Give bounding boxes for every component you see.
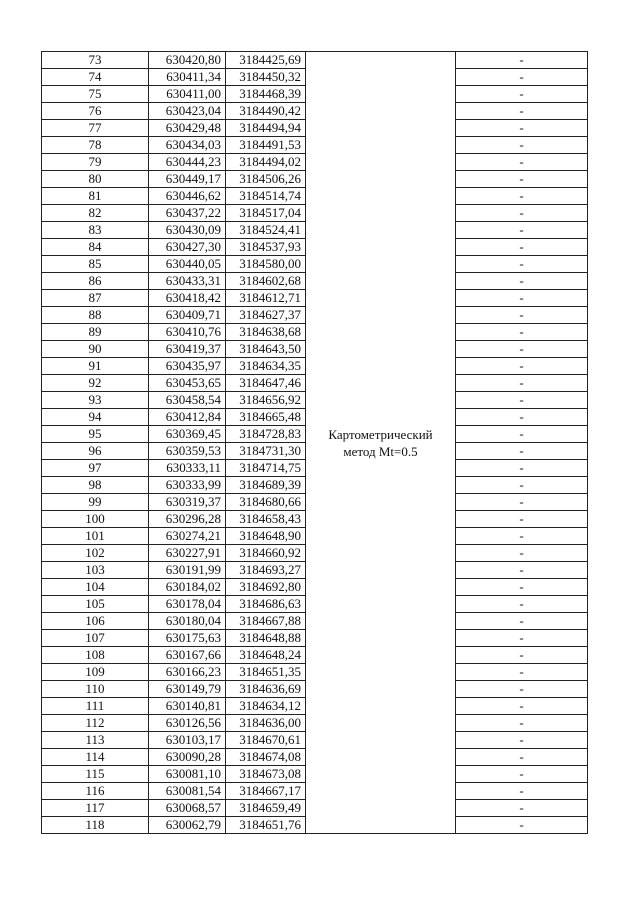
- point-number-cell: 88: [42, 307, 149, 324]
- x-coordinate-cell: 630449,17: [149, 171, 226, 188]
- y-coordinate-cell: 3184468,39: [226, 86, 306, 103]
- y-coordinate-cell: 3184674,08: [226, 749, 306, 766]
- extra-value-cell: -: [456, 715, 588, 732]
- extra-value-cell: -: [456, 783, 588, 800]
- point-number-cell: 91: [42, 358, 149, 375]
- point-number-cell: 78: [42, 137, 149, 154]
- point-number-cell: 103: [42, 562, 149, 579]
- extra-value-cell: -: [456, 120, 588, 137]
- extra-value-cell: -: [456, 103, 588, 120]
- y-coordinate-cell: 3184634,35: [226, 358, 306, 375]
- extra-value-cell: -: [456, 596, 588, 613]
- y-coordinate-cell: 3184693,27: [226, 562, 306, 579]
- extra-value-cell: -: [456, 528, 588, 545]
- y-coordinate-cell: 3184660,92: [226, 545, 306, 562]
- extra-value-cell: -: [456, 698, 588, 715]
- x-coordinate-cell: 630184,02: [149, 579, 226, 596]
- y-coordinate-cell: 3184524,41: [226, 222, 306, 239]
- point-number-cell: 92: [42, 375, 149, 392]
- y-coordinate-cell: 3184648,90: [226, 528, 306, 545]
- x-coordinate-cell: 630437,22: [149, 205, 226, 222]
- extra-value-cell: -: [456, 477, 588, 494]
- y-coordinate-cell: 3184636,69: [226, 681, 306, 698]
- point-number-cell: 90: [42, 341, 149, 358]
- extra-value-cell: -: [456, 239, 588, 256]
- x-coordinate-cell: 630175,63: [149, 630, 226, 647]
- y-coordinate-cell: 3184728,83: [226, 426, 306, 443]
- y-coordinate-cell: 3184670,61: [226, 732, 306, 749]
- extra-value-cell: -: [456, 392, 588, 409]
- y-coordinate-cell: 3184692,80: [226, 579, 306, 596]
- y-coordinate-cell: 3184686,63: [226, 596, 306, 613]
- y-coordinate-cell: 3184680,66: [226, 494, 306, 511]
- y-coordinate-cell: 3184450,32: [226, 69, 306, 86]
- point-number-cell: 111: [42, 698, 149, 715]
- x-coordinate-cell: 630411,34: [149, 69, 226, 86]
- point-number-cell: 117: [42, 800, 149, 817]
- x-coordinate-cell: 630444,23: [149, 154, 226, 171]
- y-coordinate-cell: 3184658,43: [226, 511, 306, 528]
- y-coordinate-cell: 3184689,39: [226, 477, 306, 494]
- extra-value-cell: -: [456, 494, 588, 511]
- y-coordinate-cell: 3184612,71: [226, 290, 306, 307]
- y-coordinate-cell: 3184648,24: [226, 647, 306, 664]
- x-coordinate-cell: 630409,71: [149, 307, 226, 324]
- extra-value-cell: -: [456, 749, 588, 766]
- y-coordinate-cell: 3184514,74: [226, 188, 306, 205]
- x-coordinate-cell: 630149,79: [149, 681, 226, 698]
- point-number-cell: 116: [42, 783, 149, 800]
- x-coordinate-cell: 630319,37: [149, 494, 226, 511]
- x-coordinate-cell: 630410,76: [149, 324, 226, 341]
- point-number-cell: 114: [42, 749, 149, 766]
- point-number-cell: 82: [42, 205, 149, 222]
- extra-value-cell: -: [456, 647, 588, 664]
- y-coordinate-cell: 3184636,00: [226, 715, 306, 732]
- point-number-cell: 99: [42, 494, 149, 511]
- point-number-cell: 94: [42, 409, 149, 426]
- x-coordinate-cell: 630062,79: [149, 817, 226, 834]
- extra-value-cell: -: [456, 86, 588, 103]
- x-coordinate-cell: 630411,00: [149, 86, 226, 103]
- x-coordinate-cell: 630126,56: [149, 715, 226, 732]
- extra-value-cell: -: [456, 69, 588, 86]
- x-coordinate-cell: 630435,97: [149, 358, 226, 375]
- point-number-cell: 118: [42, 817, 149, 834]
- point-number-cell: 97: [42, 460, 149, 477]
- y-coordinate-cell: 3184665,48: [226, 409, 306, 426]
- y-coordinate-cell: 3184673,08: [226, 766, 306, 783]
- method-cell: [306, 52, 456, 834]
- y-coordinate-cell: 3184517,04: [226, 205, 306, 222]
- extra-value-cell: -: [456, 52, 588, 69]
- y-coordinate-cell: 3184602,68: [226, 273, 306, 290]
- x-coordinate-cell: 630369,45: [149, 426, 226, 443]
- point-number-cell: 98: [42, 477, 149, 494]
- y-coordinate-cell: 3184714,75: [226, 460, 306, 477]
- extra-value-cell: -: [456, 205, 588, 222]
- x-coordinate-cell: 630178,04: [149, 596, 226, 613]
- x-coordinate-cell: 630140,81: [149, 698, 226, 715]
- x-coordinate-cell: 630429,48: [149, 120, 226, 137]
- x-coordinate-cell: 630446,62: [149, 188, 226, 205]
- extra-value-cell: -: [456, 307, 588, 324]
- x-coordinate-cell: 630418,42: [149, 290, 226, 307]
- x-coordinate-cell: 630227,91: [149, 545, 226, 562]
- extra-value-cell: -: [456, 613, 588, 630]
- extra-value-cell: -: [456, 681, 588, 698]
- x-coordinate-cell: 630333,11: [149, 460, 226, 477]
- extra-value-cell: -: [456, 375, 588, 392]
- point-number-cell: 110: [42, 681, 149, 698]
- extra-value-cell: -: [456, 562, 588, 579]
- y-coordinate-cell: 3184490,42: [226, 103, 306, 120]
- y-coordinate-cell: 3184506,26: [226, 171, 306, 188]
- y-coordinate-cell: 3184425,69: [226, 52, 306, 69]
- point-number-cell: 93: [42, 392, 149, 409]
- y-coordinate-cell: 3184494,02: [226, 154, 306, 171]
- x-coordinate-cell: 630359,53: [149, 443, 226, 460]
- point-number-cell: 100: [42, 511, 149, 528]
- x-coordinate-cell: 630081,54: [149, 783, 226, 800]
- y-coordinate-cell: 3184667,88: [226, 613, 306, 630]
- y-coordinate-cell: 3184647,46: [226, 375, 306, 392]
- extra-value-cell: -: [456, 290, 588, 307]
- extra-value-cell: -: [456, 137, 588, 154]
- point-number-cell: 76: [42, 103, 149, 120]
- extra-value-cell: -: [456, 409, 588, 426]
- y-coordinate-cell: 3184648,88: [226, 630, 306, 647]
- point-number-cell: 84: [42, 239, 149, 256]
- x-coordinate-cell: 630167,66: [149, 647, 226, 664]
- point-number-cell: 77: [42, 120, 149, 137]
- method-label-line2: метод Mt=0.5: [343, 443, 418, 459]
- x-coordinate-cell: 630412,84: [149, 409, 226, 426]
- point-number-cell: 73: [42, 52, 149, 69]
- point-number-cell: 108: [42, 647, 149, 664]
- extra-value-cell: -: [456, 460, 588, 477]
- x-coordinate-cell: 630458,54: [149, 392, 226, 409]
- point-number-cell: 75: [42, 86, 149, 103]
- extra-value-cell: -: [456, 664, 588, 681]
- extra-value-cell: -: [456, 222, 588, 239]
- extra-value-cell: -: [456, 443, 588, 460]
- y-coordinate-cell: 3184659,49: [226, 800, 306, 817]
- x-coordinate-cell: 630420,80: [149, 52, 226, 69]
- point-number-cell: 83: [42, 222, 149, 239]
- x-coordinate-cell: 630430,09: [149, 222, 226, 239]
- extra-value-cell: -: [456, 766, 588, 783]
- x-coordinate-cell: 630434,03: [149, 137, 226, 154]
- point-number-cell: 86: [42, 273, 149, 290]
- extra-value-cell: -: [456, 341, 588, 358]
- extra-value-cell: -: [456, 545, 588, 562]
- y-coordinate-cell: 3184638,68: [226, 324, 306, 341]
- x-coordinate-cell: 630274,21: [149, 528, 226, 545]
- point-number-cell: 79: [42, 154, 149, 171]
- x-coordinate-cell: 630166,23: [149, 664, 226, 681]
- point-number-cell: 95: [42, 426, 149, 443]
- x-coordinate-cell: 630081,10: [149, 766, 226, 783]
- x-coordinate-cell: 630453,65: [149, 375, 226, 392]
- y-coordinate-cell: 3184491,53: [226, 137, 306, 154]
- x-coordinate-cell: 630419,37: [149, 341, 226, 358]
- extra-value-cell: -: [456, 358, 588, 375]
- y-coordinate-cell: 3184627,37: [226, 307, 306, 324]
- extra-value-cell: -: [456, 426, 588, 443]
- x-coordinate-cell: 630191,99: [149, 562, 226, 579]
- y-coordinate-cell: 3184537,93: [226, 239, 306, 256]
- point-number-cell: 113: [42, 732, 149, 749]
- x-coordinate-cell: 630423,04: [149, 103, 226, 120]
- point-number-cell: 102: [42, 545, 149, 562]
- x-coordinate-cell: 630440,05: [149, 256, 226, 273]
- point-number-cell: 101: [42, 528, 149, 545]
- point-number-cell: 74: [42, 69, 149, 86]
- coordinates-table: [41, 51, 588, 834]
- extra-value-cell: -: [456, 188, 588, 205]
- y-coordinate-cell: 3184667,17: [226, 783, 306, 800]
- point-number-cell: 104: [42, 579, 149, 596]
- point-number-cell: 107: [42, 630, 149, 647]
- x-coordinate-cell: 630103,17: [149, 732, 226, 749]
- point-number-cell: 109: [42, 664, 149, 681]
- extra-value-cell: -: [456, 171, 588, 188]
- point-number-cell: 112: [42, 715, 149, 732]
- y-coordinate-cell: 3184656,92: [226, 392, 306, 409]
- method-label-line1: Картометрический: [328, 426, 433, 442]
- y-coordinate-cell: 3184731,30: [226, 443, 306, 460]
- y-coordinate-cell: 3184651,35: [226, 664, 306, 681]
- y-coordinate-cell: 3184494,94: [226, 120, 306, 137]
- x-coordinate-cell: 630068,57: [149, 800, 226, 817]
- point-number-cell: 106: [42, 613, 149, 630]
- x-coordinate-cell: 630180,04: [149, 613, 226, 630]
- extra-value-cell: -: [456, 579, 588, 596]
- point-number-cell: 81: [42, 188, 149, 205]
- extra-value-cell: -: [456, 256, 588, 273]
- y-coordinate-cell: 3184651,76: [226, 817, 306, 834]
- x-coordinate-cell: 630333,99: [149, 477, 226, 494]
- point-number-cell: 80: [42, 171, 149, 188]
- extra-value-cell: -: [456, 511, 588, 528]
- x-coordinate-cell: 630433,31: [149, 273, 226, 290]
- x-coordinate-cell: 630427,30: [149, 239, 226, 256]
- point-number-cell: 96: [42, 443, 149, 460]
- extra-value-cell: -: [456, 273, 588, 290]
- extra-value-cell: -: [456, 630, 588, 647]
- table-row: [42, 52, 588, 69]
- x-coordinate-cell: 630090,28: [149, 749, 226, 766]
- extra-value-cell: -: [456, 800, 588, 817]
- table-body: [42, 52, 588, 834]
- x-coordinate-cell: 630296,28: [149, 511, 226, 528]
- point-number-cell: 85: [42, 256, 149, 273]
- extra-value-cell: -: [456, 817, 588, 834]
- y-coordinate-cell: 3184643,50: [226, 341, 306, 358]
- extra-value-cell: -: [456, 154, 588, 171]
- y-coordinate-cell: 3184634,12: [226, 698, 306, 715]
- y-coordinate-cell: 3184580,00: [226, 256, 306, 273]
- point-number-cell: 87: [42, 290, 149, 307]
- point-number-cell: 105: [42, 596, 149, 613]
- extra-value-cell: -: [456, 732, 588, 749]
- point-number-cell: 89: [42, 324, 149, 341]
- extra-value-cell: -: [456, 324, 588, 341]
- point-number-cell: 115: [42, 766, 149, 783]
